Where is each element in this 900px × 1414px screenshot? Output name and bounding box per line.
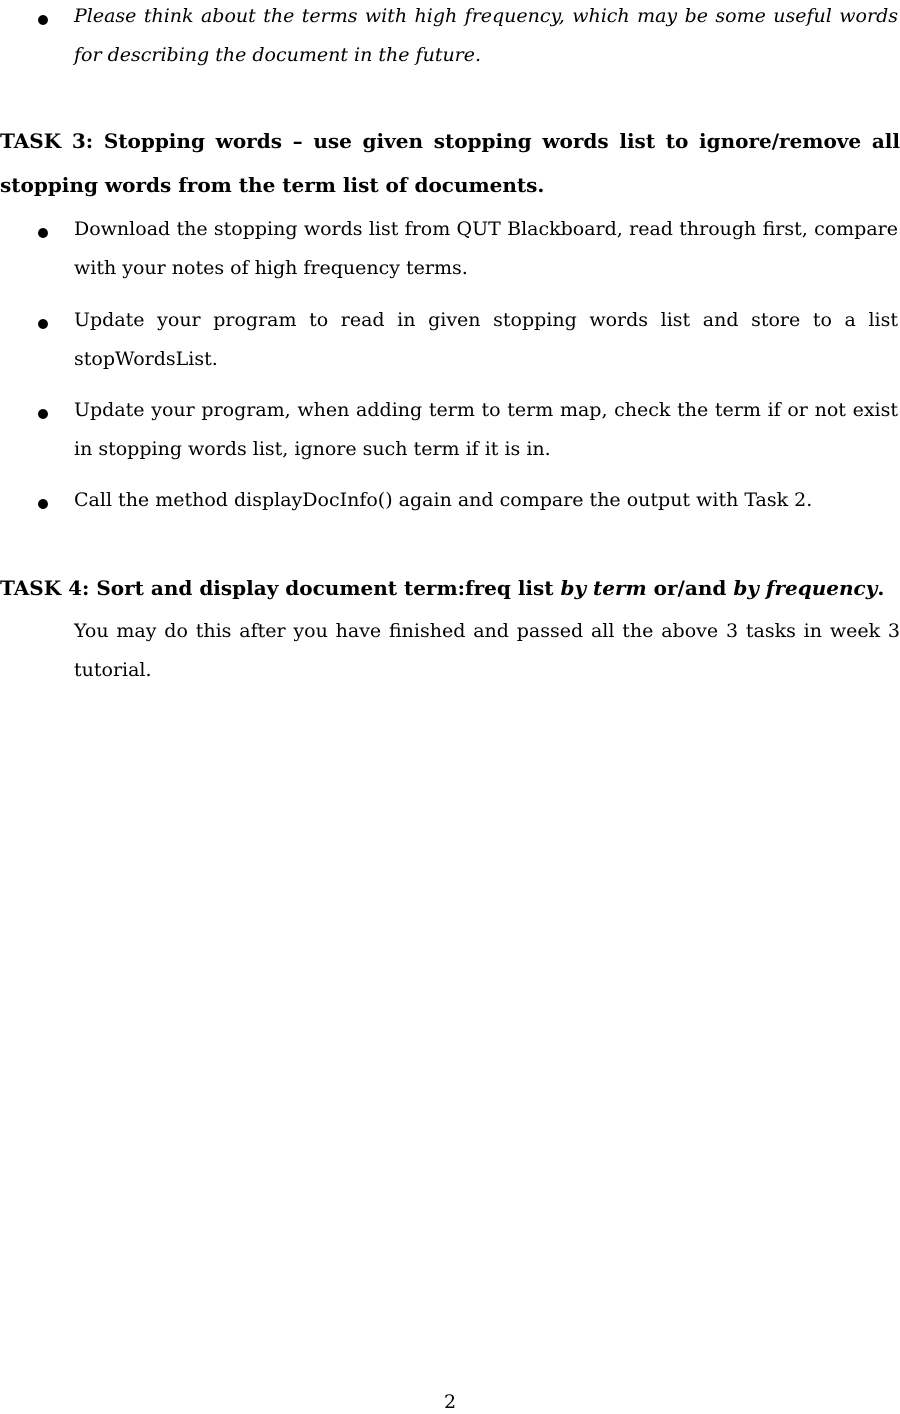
bullet-icon xyxy=(38,499,48,509)
task4-heading xyxy=(0,566,900,610)
page-number: 2 xyxy=(443,1391,457,1413)
bullet-icon xyxy=(38,228,48,238)
task4-heading-part3: . xyxy=(877,576,885,600)
task3-item-text: Call the method displayDocInfo() again and compare the output with Task 2. xyxy=(74,489,813,511)
task4-heading-part2: or/and xyxy=(646,576,734,600)
task3-item-text: Update your program to read in given stopping words list and store to a list stopWordsList. xyxy=(74,309,898,370)
bullet-icon xyxy=(38,319,48,329)
task4-heading-part1: TASK 4: Sort and display document term:freq list xyxy=(0,576,561,600)
intro-bullet-text: Please think about the terms with high frequency, which may be some useful words for describing the document in the future. xyxy=(74,5,898,66)
bullet-icon xyxy=(38,409,48,419)
task4-heading-by-frequency: by frequency xyxy=(733,576,878,600)
task4-heading-by-term: by term xyxy=(560,576,647,600)
task4-note: You may do this after you have finished and passed all the above 3 tasks in week 3 tutorial. xyxy=(74,620,900,681)
bullet-icon xyxy=(38,15,48,25)
task3-item-text: Download the stopping words list from QUT Blackboard, read through first, compare with your notes of high frequency terms. xyxy=(74,218,898,279)
task3-item-text: Update your program, when adding term to term map, check the term if or not exist in stopping words list, ignore such term if it is in. xyxy=(74,399,898,460)
task3-heading: TASK 3: Stopping words – use given stopping words list to ignore/remove all stopping words from the term list of documents. xyxy=(0,129,900,197)
